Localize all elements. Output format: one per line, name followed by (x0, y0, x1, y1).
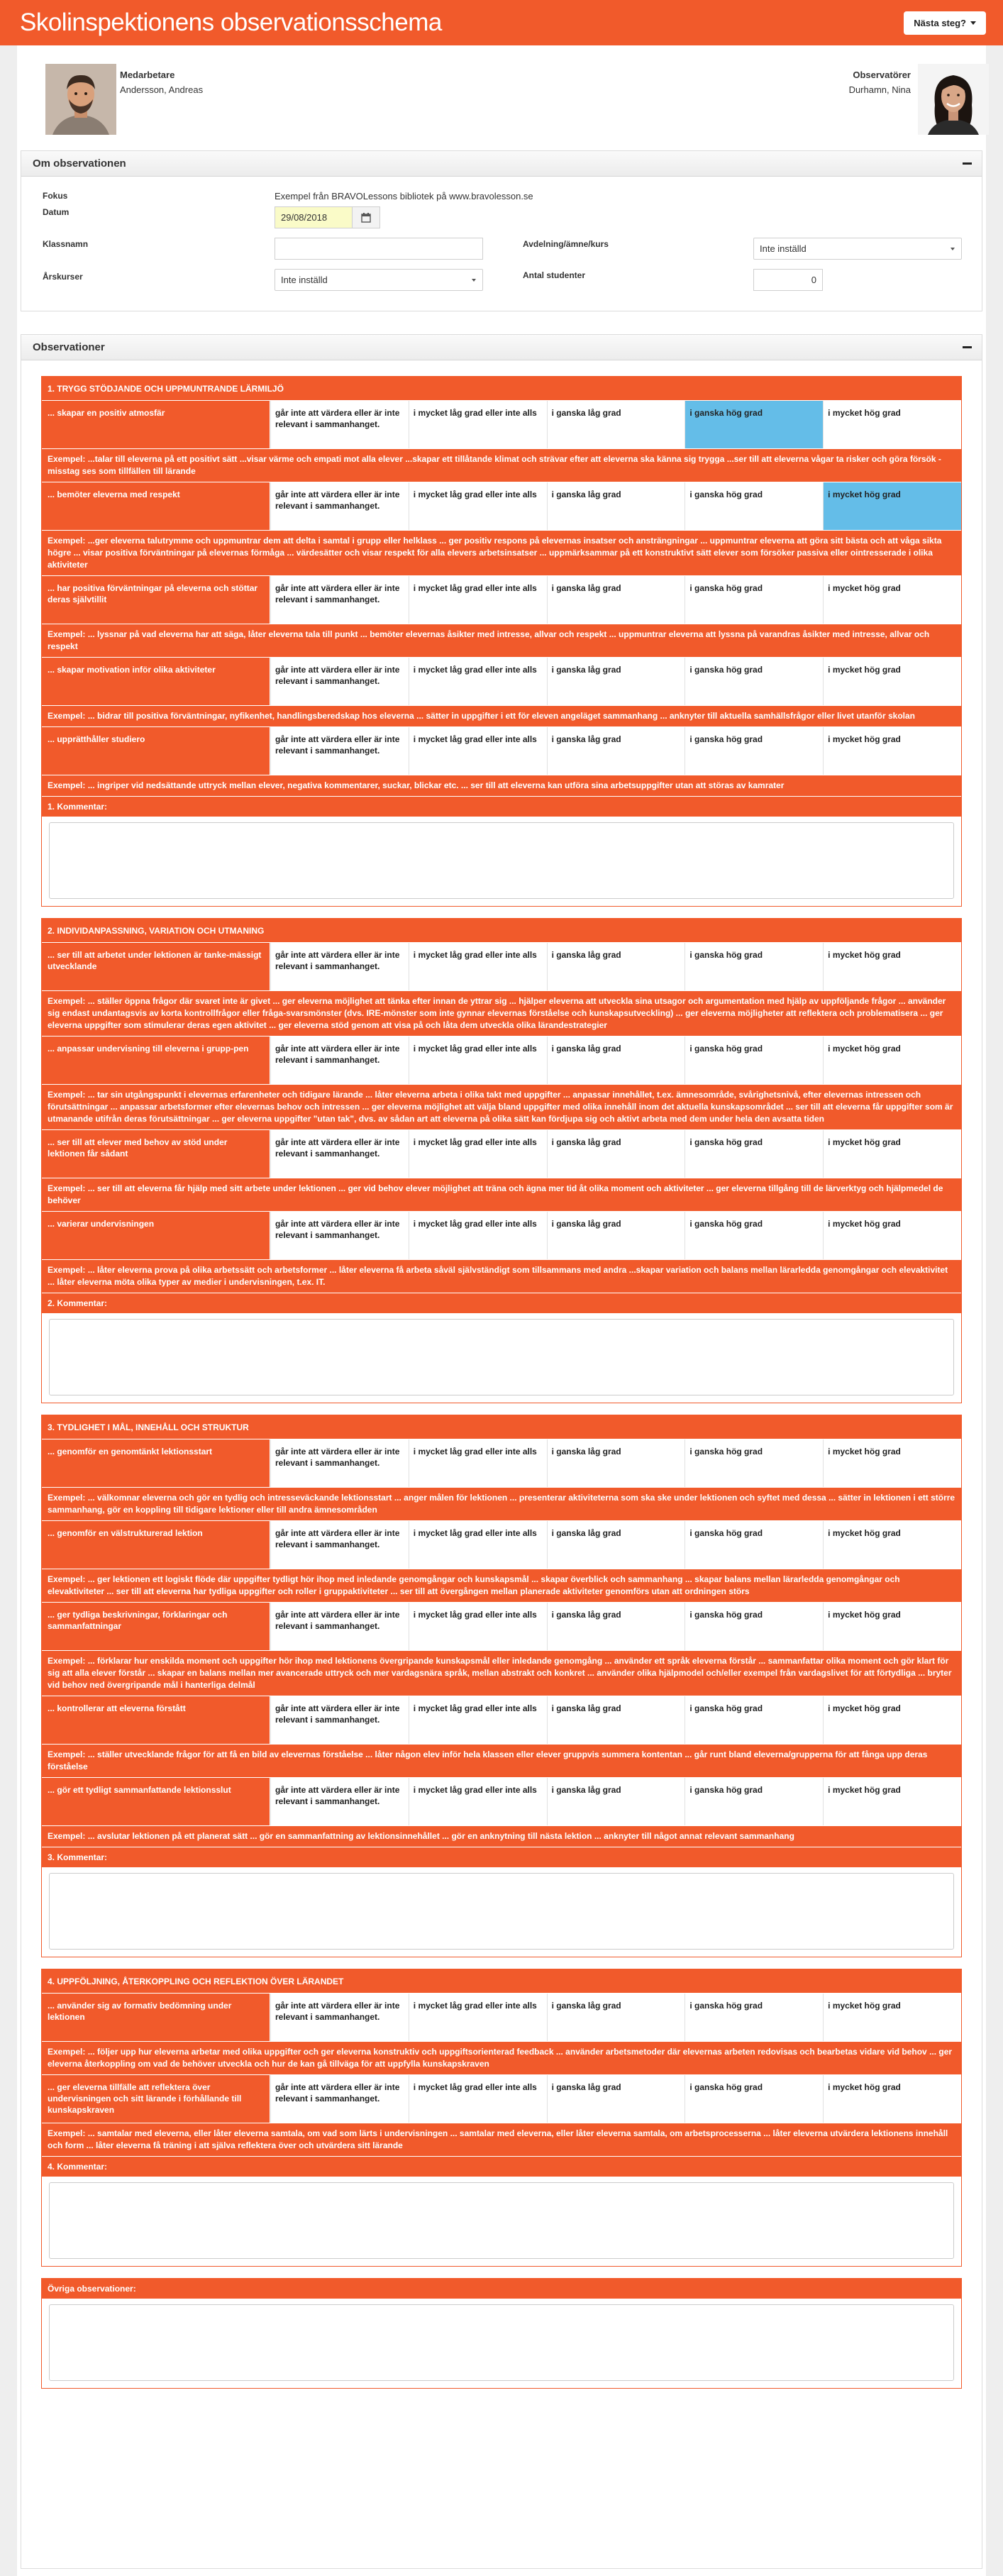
rating-option[interactable]: i mycket låg grad eller inte alls (409, 1603, 547, 1650)
rating-option[interactable]: i mycket hög grad (823, 1130, 961, 1178)
rating-option[interactable]: i mycket hög grad (823, 1696, 961, 1744)
other-observations-label: Övriga observationer: (42, 2279, 961, 2299)
rating-option[interactable]: i mycket låg grad eller inte alls (409, 943, 547, 990)
fokus-value: Exempel från BRAVOLessons bibliotek på www.bravolesson.se (275, 191, 533, 201)
example-text: Exempel: ... samtalar med eleverna, eller låter eleverna samtala, om vad som lärts i undervisningen ... samtalar med eleverna, eller låter eleverna samtala, om arbetsprocesserna ... låter eleverna utvärdera lektionens innehåll och form ... låter eleverna få träning i att själva reflektera över och utvärdera sitt lärande (42, 2123, 961, 2157)
rating-option[interactable]: i ganska hög grad (685, 1696, 823, 1744)
rating-option[interactable]: i ganska hög grad (685, 1521, 823, 1569)
top-bar (0, 0, 1003, 45)
rating-option[interactable]: i ganska låg grad (547, 482, 685, 530)
question-row (42, 1212, 961, 1260)
question-label: ... bemöter eleverna med respekt (42, 482, 270, 530)
question-row (42, 2075, 961, 2123)
question-row (42, 1130, 961, 1178)
rating-option[interactable]: i ganska låg grad (547, 576, 685, 624)
rating-option[interactable]: går inte att värdera eller är inte relevant i sammanhanget. (270, 1521, 409, 1569)
observer-label: Observatörer (853, 70, 911, 80)
rating-option[interactable]: i ganska hög grad (685, 482, 823, 530)
comment-label: 1. Kommentar: (42, 797, 961, 817)
other-observations-section (41, 2278, 962, 2389)
rating-option[interactable]: i mycket hög grad (823, 1994, 961, 2041)
avdelning-select[interactable] (753, 238, 962, 260)
question-label: ... kontrollerar att eleverna förstått (42, 1696, 270, 1744)
question-label: ... ger tydliga beskrivningar, förklaringar och sammanfattningar (42, 1603, 270, 1650)
rating-option[interactable]: i ganska låg grad (547, 1603, 685, 1650)
question-label: ... gör ett tydligt sammanfattande lektionsslut (42, 1778, 270, 1825)
comment-label: 2. Kommentar: (42, 1293, 961, 1313)
section-title: 2. INDIVIDANPASSNING, VARIATION OCH UTMANING (42, 919, 961, 943)
comment-textarea[interactable] (49, 822, 954, 899)
observer-name: Durhamn, Nina (848, 84, 911, 95)
rating-option[interactable]: i mycket hög grad (823, 1521, 961, 1569)
rating-option[interactable]: i mycket hög grad (823, 576, 961, 624)
rating-option[interactable]: i ganska hög grad (685, 576, 823, 624)
rating-option[interactable]: i mycket hög grad (823, 1439, 961, 1487)
example-text: Exempel: ... lyssnar på vad eleverna har att säga, låter eleverna tala till punkt ... bemöter elevernas åsikter med intresse, allvar och respekt ... uppmuntrar eleverna att lyssna på varandras åsikter med intresse, allvar och respekt (42, 624, 961, 658)
question-row (42, 576, 961, 624)
caret-down-icon (970, 21, 976, 25)
dropdown-arrow-icon (951, 248, 955, 250)
comment-box (42, 2177, 961, 2266)
rating-option[interactable]: i ganska hög grad (685, 1037, 823, 1084)
example-text: Exempel: ...ger eleverna talutrymme och uppmuntrar dem att delta i samtal i grupp eller helklass ... ger positiv respons på elevernas insatser och ansträngningar ... uppmuntrar eleverna att göra sitt bästa och att våga sikta högre ... visar positiva förväntningar på elevernas förmåga ... värdesätter och visar respekt för alla elevers arbetsinsatser ... uppmärksammar på ett konstruktivt sätt elever som försöker passiva eller ointresserade i olika aktiviteter (42, 531, 961, 576)
question-row (42, 1696, 961, 1745)
rating-option[interactable]: i ganska hög grad (685, 943, 823, 990)
rating-option[interactable]: i ganska låg grad (547, 1037, 685, 1084)
rating-option[interactable]: i mycket hög grad (823, 658, 961, 705)
employee-name: Andersson, Andreas (120, 84, 204, 95)
rating-option[interactable]: i ganska låg grad (547, 1778, 685, 1825)
rating-option[interactable]: i ganska låg grad (547, 943, 685, 990)
example-text: Exempel: ... bidrar till positiva förväntningar, nyfikenhet, handlingsberedskap hos eleverna ... sätter in uppgifter i ett för eleven angeläget sammanhang ... anknyter till aktuella samhällsfrågor eller livet utanför skolan (42, 706, 961, 727)
datum-label: Datum (43, 207, 70, 217)
section-title: 1. TRYGG STÖDJANDE OCH UPPMUNTRANDE LÄRMILJÖ (42, 377, 961, 401)
rating-option[interactable]: i ganska låg grad (547, 1994, 685, 2041)
section-title: 4. UPPFÖLJNING, ÅTERKOPPLING OCH REFLEKTION ÖVER LÄRANDET (42, 1969, 961, 1994)
arskurser-select[interactable] (275, 269, 483, 291)
example-text: Exempel: ... förklarar hur enskilda moment och uppgifter hör ihop med lektionens övergripande kunskapsmål eller inledande genomgång ... använder ett språk eleverna förstår ... sammanfattar olika moment och gör klart för sig att alla elever förstår ... skapar en balans mellan mer avancerade uttryck och mer vardagsnära språk, mellan abstrakt och konkret ... använder olika hjälpmodel och/eller exempel från vardagslivet för att förtydliga ... bryter vid behov ned övergripande mål i hanterliga delmål (42, 1651, 961, 1696)
klassnamn-label: Klassnamn (43, 239, 89, 249)
question-row (42, 401, 961, 449)
rating-option[interactable]: i ganska låg grad (547, 1212, 685, 1259)
comment-textarea[interactable] (49, 2182, 954, 2259)
rating-option[interactable]: i mycket hög grad (823, 401, 961, 448)
observations-panel-header (21, 335, 982, 360)
rating-option[interactable]: går inte att värdera eller är inte relevant i sammanhanget. (270, 1603, 409, 1650)
rating-option[interactable]: i mycket hög grad (823, 727, 961, 775)
rating-option[interactable]: i mycket låg grad eller inte alls (409, 658, 547, 705)
comment-textarea[interactable] (49, 1319, 954, 1395)
example-text: Exempel: ... ställer öppna frågor där svaret inte är givet ... ger eleverna möjlighet att tänka efter innan de yttrar sig ... hjälper eleverna att utveckla sina utsagor och argumentation med hjälp av uppföljande frågor ... använder sig endast undantagsvis av korta kontrollfrågor eller fråga-svarsmönster (dvs. IRE-mönster som inte gynnar elevernas förståelse och kunskapsutveckling) ... ger eleverna möjligheter att reflektera och problematisera ... ger eleverna uppgifter som stimulerar deras egen aktivitet ... ger eleverna stöd genom att visa på och låta dem utveckla olika lärandestrategier (42, 991, 961, 1037)
comment-box (42, 817, 961, 906)
question-row (42, 658, 961, 706)
dropdown-arrow-icon (472, 279, 476, 282)
question-label: ... ger eleverna tillfälle att reflektera över undervisningen och sitt lärande i förhållande till kunskapskraven (42, 2075, 270, 2123)
app-title: Skolinspektionens observationsschema (20, 9, 442, 36)
example-text: Exempel: ...talar till eleverna på ett positivt sätt ...visar värme och empati mot alla elever ...skapar ett tillåtande klimat och strävar efter att eleverna ska känna sig trygga ...ser till att eleverna vågar ta risker och göra försök - misstag ses som tillfällen till lärande (42, 449, 961, 482)
employee-label: Medarbetare (120, 70, 175, 80)
employee-avatar (45, 64, 116, 135)
question-label: ... genomför en genomtänkt lektionsstart (42, 1439, 270, 1487)
observation-section (41, 1415, 962, 1957)
rating-option[interactable]: i ganska hög grad (685, 1603, 823, 1650)
antal-input[interactable]: 0 (753, 269, 823, 291)
collapse-icon[interactable] (963, 162, 972, 165)
observation-section (41, 376, 962, 907)
rating-option[interactable]: i ganska låg grad (547, 401, 685, 448)
rating-option[interactable]: i ganska hög grad (685, 401, 823, 448)
observations-body (21, 360, 982, 2403)
rating-option[interactable]: i mycket hög grad (823, 1778, 961, 1825)
rating-option[interactable]: går inte att värdera eller är inte relevant i sammanhanget. (270, 727, 409, 775)
rating-option[interactable]: i ganska hög grad (685, 2075, 823, 2123)
about-panel (21, 150, 982, 311)
comment-label: 4. Kommentar: (42, 2157, 961, 2177)
rating-option[interactable]: i mycket låg grad eller inte alls (409, 576, 547, 624)
observation-section (41, 1969, 962, 2267)
observations-panel (21, 334, 982, 2569)
question-row (42, 1778, 961, 1826)
klassnamn-input[interactable] (275, 238, 483, 260)
rating-option[interactable]: i mycket låg grad eller inte alls (409, 1037, 547, 1084)
next-step-button[interactable] (904, 11, 986, 35)
rating-option[interactable]: i mycket låg grad eller inte alls (409, 401, 547, 448)
example-text: Exempel: ... tar sin utgångspunkt i elevernas erfarenheter och tidigare lärande ... låter eleverna arbeta i olika takt med uppgifter ... anpassar innehållet, t.ex. ämnesområde, svårighetsnivå, efter elevernas intressen och förutsättningar ... anpassar arbetsformer efter elevernas behov och intressen ... ger eleverna möjlighet att välja bland uppgifter med olika innehåll inom det aktuella kunskapsområdet ... ser till att eleverna får uppgifter som är utmanande utifrån deras förutsättningar ... ger eleverna uppgifter "utan tak", dvs. av sådan art att eleverna på olika sätt kan fördjupa sig och aktivt arbeta med dem under hela den avsatta tiden (42, 1085, 961, 1130)
question-row (42, 943, 961, 991)
rating-option[interactable]: i ganska låg grad (547, 658, 685, 705)
calendar-icon (361, 213, 371, 223)
question-row (42, 1994, 961, 2042)
rating-option[interactable]: går inte att värdera eller är inte relevant i sammanhanget. (270, 658, 409, 705)
rating-option[interactable]: i ganska hög grad (685, 1130, 823, 1178)
rating-option[interactable]: i mycket hög grad (823, 1212, 961, 1259)
rating-option[interactable]: i mycket hög grad (823, 482, 961, 530)
question-row (42, 727, 961, 775)
rating-option[interactable]: i mycket hög grad (823, 2075, 961, 2123)
next-step-label: Nästa steg? (914, 17, 966, 28)
rating-option[interactable]: går inte att värdera eller är inte relevant i sammanhanget. (270, 401, 409, 448)
question-label: ... ser till att elever med behov av stöd under lektionen får sådant (42, 1130, 270, 1178)
rating-option[interactable]: i ganska hög grad (685, 1778, 823, 1825)
avdelning-label: Avdelning/ämne/kurs (523, 239, 609, 249)
about-panel-title: Om observationen (33, 157, 126, 170)
rating-option[interactable]: i ganska låg grad (547, 2075, 685, 2123)
rating-option[interactable]: går inte att värdera eller är inte relevant i sammanhanget. (270, 1439, 409, 1487)
example-text: Exempel: ... ser till att eleverna får hjälp med sitt arbete under lektionen ... ger vid behov elever möjlighet att träna och ägna mer tid åt olika moment och aktiviteter ... ger eleverna tillgång till de lärverktyg och hjälpmedel de behöver (42, 1178, 961, 1212)
question-row (42, 1521, 961, 1569)
question-row (42, 1439, 961, 1488)
question-label: ... genomför en välstrukturerad lektion (42, 1521, 270, 1569)
example-text: Exempel: ... följer upp hur eleverna arbetar med olika uppgifter och ger eleverna konstruktiv och uppgiftsorienterad feedback ... använder arbetsmetoder där elevernas arbeten redovisas och bearbetas vidare vid behov ... ger eleverna återkoppling om vad de behöver utveckla och hur de kan gå tillväga för att uppfylla kunskapskraven (42, 2042, 961, 2075)
question-label: ... använder sig av formativ bedömning under lektionen (42, 1994, 270, 2041)
rating-option[interactable]: i ganska hög grad (685, 1212, 823, 1259)
observer-avatar (918, 64, 989, 135)
rating-option[interactable]: går inte att värdera eller är inte relevant i sammanhanget. (270, 1994, 409, 2041)
example-text: Exempel: ... ställer utvecklande frågor för att få en bild av elevernas förståelse ... låter någon elev inför hela klassen eller elever gruppvis summera kontentan ... går runt bland eleverna/grupperna för att fånga upp deras förståelse (42, 1745, 961, 1778)
rating-option[interactable]: i mycket låg grad eller inte alls (409, 1439, 547, 1487)
rating-option[interactable]: i mycket låg grad eller inte alls (409, 1994, 547, 2041)
collapse-icon[interactable] (963, 346, 972, 348)
rating-option[interactable]: i ganska låg grad (547, 1130, 685, 1178)
rating-option[interactable]: i ganska hög grad (685, 658, 823, 705)
rating-option[interactable]: går inte att värdera eller är inte relevant i sammanhanget. (270, 576, 409, 624)
question-label: ... upprätthåller studiero (42, 727, 270, 775)
profile-header (17, 45, 986, 143)
datum-input[interactable]: 29/08/2018 (275, 206, 353, 228)
question-label: ... har positiva förväntningar på eleverna och stöttar deras självtillit (42, 576, 270, 624)
observation-section (41, 918, 962, 1403)
rating-option[interactable]: går inte att värdera eller är inte relevant i sammanhanget. (270, 482, 409, 530)
rating-option[interactable]: i mycket låg grad eller inte alls (409, 1521, 547, 1569)
rating-option[interactable]: går inte att värdera eller är inte relevant i sammanhanget. (270, 943, 409, 990)
comment-label: 3. Kommentar: (42, 1847, 961, 1867)
rating-option[interactable]: i mycket hög grad (823, 943, 961, 990)
rating-option[interactable]: i mycket låg grad eller inte alls (409, 1130, 547, 1178)
section-title: 3. TYDLIGHET I MÅL, INNEHÅLL OCH STRUKTUR (42, 1415, 961, 1439)
rating-option[interactable]: i ganska låg grad (547, 1521, 685, 1569)
rating-option[interactable]: går inte att värdera eller är inte relevant i sammanhanget. (270, 2075, 409, 2123)
rating-option[interactable]: i mycket låg grad eller inte alls (409, 727, 547, 775)
question-label: ... anpassar undervisning till eleverna i grupp-pen (42, 1037, 270, 1084)
rating-option[interactable]: i ganska hög grad (685, 1994, 823, 2041)
rating-option[interactable]: i ganska hög grad (685, 727, 823, 775)
observations-panel-title: Observationer (33, 341, 105, 353)
rating-option[interactable]: i mycket låg grad eller inte alls (409, 1778, 547, 1825)
example-text: Exempel: ... ingriper vid nedsättande uttryck mellan elever, negativa kommentarer, suckar, blickar etc. ... ser till att eleverna kan utföra sina arbetsuppgifter utan att störas av kamrater (42, 775, 961, 797)
rating-option[interactable]: i ganska hög grad (685, 1439, 823, 1487)
comment-textarea[interactable] (49, 1873, 954, 1950)
example-text: Exempel: ... avslutar lektionen på ett planerat sätt ... gör en sammanfattning av lektionsinnehållet ... gör en anknytning till nästa lektion ... anknyter till något annat relevant sammanhang (42, 1826, 961, 1847)
other-observations-box (42, 2299, 961, 2388)
rating-option[interactable]: går inte att värdera eller är inte relevant i sammanhanget. (270, 1212, 409, 1259)
rating-option[interactable]: går inte att värdera eller är inte relevant i sammanhanget. (270, 1696, 409, 1744)
question-label: ... skapar motivation inför olika aktiviteter (42, 658, 270, 705)
question-row (42, 1603, 961, 1651)
rating-option[interactable]: i ganska låg grad (547, 727, 685, 775)
antal-label: Antal studenter (523, 270, 586, 280)
question-label: ... varierar undervisningen (42, 1212, 270, 1259)
about-panel-header (21, 151, 982, 177)
example-text: Exempel: ... välkomnar eleverna och gör en tydlig och intresseväckande lektionsstart ... anger målen för lektionen ... presenterar aktiviteterna som ska ske under lektionen och syftet med dessa ... sätter in lektionen i ett större sammanhang, gör en koppling till tidigare lektioner eller till andra ämnesområden (42, 1488, 961, 1521)
calendar-button[interactable] (352, 206, 380, 228)
rating-option[interactable]: i ganska låg grad (547, 1439, 685, 1487)
rating-option[interactable]: går inte att värdera eller är inte relevant i sammanhanget. (270, 1037, 409, 1084)
question-row (42, 1037, 961, 1085)
arskurser-value: Inte inställd (281, 275, 328, 285)
comment-box (42, 1313, 961, 1403)
arskurser-label: Årskurser (43, 272, 83, 282)
question-label: ... ser till att arbetet under lektionen är tanke-mässigt utvecklande (42, 943, 270, 990)
main-container (17, 45, 986, 2576)
comment-box (42, 1867, 961, 1957)
other-observations-textarea[interactable] (49, 2304, 954, 2381)
employee-info (120, 67, 203, 97)
rating-option[interactable]: i mycket hög grad (823, 1037, 961, 1084)
rating-option[interactable]: går inte att värdera eller är inte relevant i sammanhanget. (270, 1778, 409, 1825)
rating-option[interactable]: i mycket låg grad eller inte alls (409, 1212, 547, 1259)
question-row (42, 482, 961, 531)
rating-option[interactable]: i mycket låg grad eller inte alls (409, 482, 547, 530)
example-text: Exempel: ... låter eleverna prova på olika arbetssätt och arbetsformer ... låter eleverna få arbeta såväl självständigt som tillsammans med andra ...skapar variation och balans mellan lärarledda genomgångar och elevaktivitet ... låter eleverna möta olika typer av medier i undervisningen, t.ex. IT. (42, 1260, 961, 1293)
avdelning-value: Inte inställd (760, 243, 807, 254)
example-text: Exempel: ... ger lektionen ett logiskt flöde där uppgifter tydligt hör ihop med inledande genomgångar och kunskapsmål ... skapar överblick och sammanhang ... skapar balans mellan lärarledda genomgångar och elevaktiviteter ... ser till att eleverna har tydliga uppgifter och roller i gruppaktiviteter ... ser till att övergången mellan planerade aktiviteter genomförs utan att ordningen störs (42, 1569, 961, 1603)
fokus-label: Fokus (43, 191, 68, 201)
rating-option[interactable]: i mycket låg grad eller inte alls (409, 2075, 547, 2123)
rating-option[interactable]: i ganska låg grad (547, 1696, 685, 1744)
rating-option[interactable]: i mycket hög grad (823, 1603, 961, 1650)
rating-option[interactable]: i mycket låg grad eller inte alls (409, 1696, 547, 1744)
observer-info (849, 67, 911, 97)
rating-option[interactable]: går inte att värdera eller är inte relevant i sammanhanget. (270, 1130, 409, 1178)
question-label: ... skapar en positiv atmosfär (42, 401, 270, 448)
about-panel-body (21, 177, 982, 311)
